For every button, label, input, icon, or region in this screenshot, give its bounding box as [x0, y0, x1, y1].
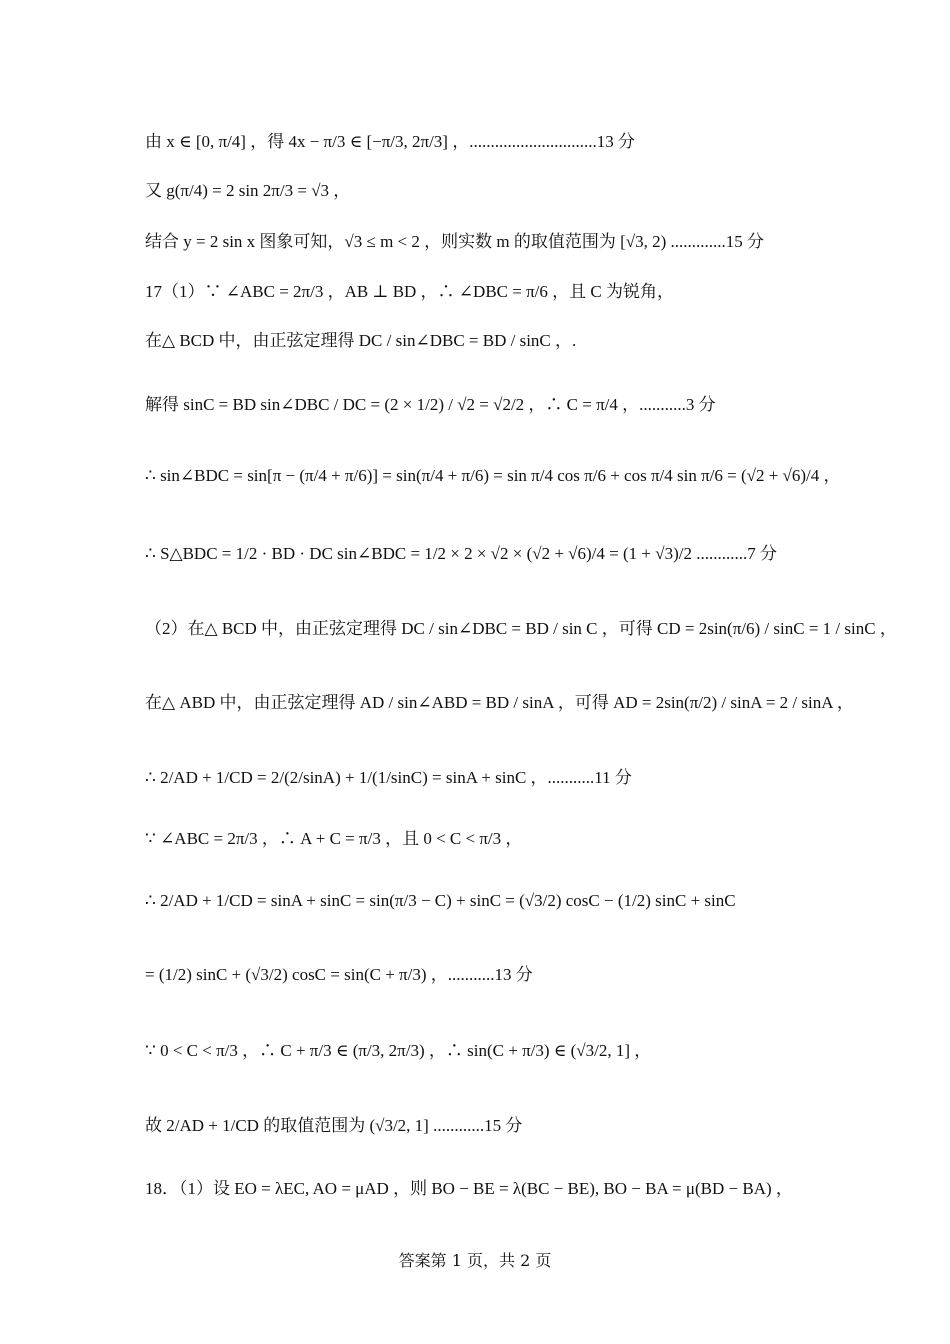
line-10: 在△ ABD 中，由正弦定理得 AD / sin∠ABD = BD / sinA ，可得 AD = 2sin(π/2) / sinA = 2 / sinA ，: [145, 693, 854, 712]
line-7: ∴ sin∠BDC = sin[π − (π/4 + π/6)] = sin(π/4 + π/6) = sin π/4 cos π/6 + cos π/4 sin π/6 = (√2 + √6)/4 ，: [145, 466, 841, 485]
line-2: 又 g(π/4) = 2 sin 2π/3 = √3 ，: [145, 181, 351, 200]
line-3: 结合 y = 2 sin x 图象可知，√3 ≤ m < 2 ，则实数 m 的取值范围为 [√3, 2) .............15 分: [145, 232, 765, 251]
line-9: （2）在△ BCD 中，由正弦定理得 DC / sin∠DBC = BD / sin C ，可得 CD = 2sin(π/6) / sinC = 1 / sinC ，: [145, 619, 897, 638]
line-8: ∴ S△BDC = 1/2 · BD · DC sin∠BDC = 1/2 × 2 × √2 × (√2 + √6)/4 = (1 + √3)/2 ............7 分: [145, 544, 777, 563]
line-15: ∵ 0 < C < π/3 ，∴ C + π/3 ∈ (π/3, 2π/3) ，∴ sin(C + π/3) ∈ (√3/2, 1] ，: [145, 1041, 652, 1060]
line-13: ∴ 2/AD + 1/CD = sinA + sinC = sin(π/3 − C) + sinC = (√3/2) cosC − (1/2) sinC + sinC: [145, 891, 736, 910]
line-11: ∴ 2/AD + 1/CD = 2/(2/sinA) + 1/(1/sinC) = sinA + sinC ，...........11 分: [145, 768, 632, 787]
line-16: 故 2/AD + 1/CD 的取值范围为 (√3/2, 1] ............15 分: [145, 1116, 523, 1135]
line-5: 在△ BCD 中，由正弦定理得 DC / sin∠DBC = BD / sinC ，.: [145, 331, 577, 350]
line-14: = (1/2) sinC + (√3/2) cosC = sin(C + π/3) ，...........13 分: [145, 965, 533, 984]
line-6: 解得 sinC = BD sin∠DBC / DC = (2 × 1/2) / √2 = √2/2 ，∴ C = π/4 ，...........3 分: [145, 395, 716, 414]
line-1: 由 x ∈ [0, π/4] ，得 4x − π/3 ∈ [−π/3, 2π/3] ，..............................13 分: [145, 132, 635, 151]
page-footer: 答案第 1 页，共 2 页: [398, 1251, 552, 1270]
line-17: 18．（1）设 EO = λEC, AO = μAD ，则 BO − BE = λ(BC − BE), BO − BA = μ(BD − BA) ，: [145, 1179, 793, 1198]
line-4: 17（1）∵ ∠ABC = 2π/3 ，AB ⊥ BD ，∴ ∠DBC = π/6 ，且 C 为锐角，: [145, 282, 674, 301]
line-12: ∵ ∠ABC = 2π/3 ，∴ A + C = π/3 ，且 0 < C < π/3 ，: [145, 829, 523, 848]
